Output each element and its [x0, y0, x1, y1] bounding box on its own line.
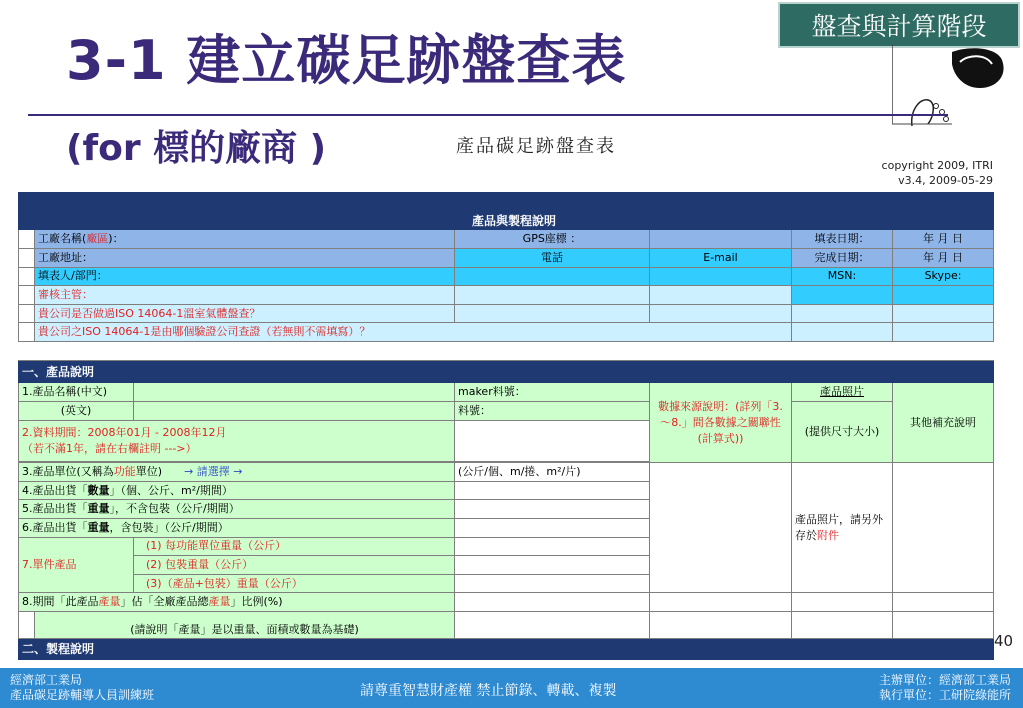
photo-header: 產品照片: [792, 383, 893, 402]
msn-label: MSN:: [792, 267, 893, 286]
unit-weight-label: (1) 每功能單位重量（公斤）: [134, 537, 455, 556]
footer-organizer: [10, 673, 154, 703]
footer-sponsor: [879, 673, 1011, 703]
footer-left-line: 經濟部工業局: [10, 673, 83, 687]
reviewer-email-cell[interactable]: [650, 286, 792, 305]
production-ratio-label: 8.期間「此產品產量」佔「全廠產品總產量」比例(%): [19, 593, 455, 612]
total-weight-label: (3)（產品+包裝）重量（公斤）: [134, 574, 455, 593]
section-header-row: [19, 639, 994, 660]
iso-answer-2[interactable]: [792, 323, 893, 342]
product-name-cn-label: 1.產品名稱(中文): [19, 383, 134, 402]
production-basis-note: (請說明「產量」是以重量、面積或數量為基礎): [35, 612, 455, 639]
filler-phone-cell[interactable]: [455, 267, 650, 286]
part-no-label: 料號：: [455, 402, 650, 421]
product-name-cn-value[interactable]: [134, 383, 455, 402]
filler-email-cell[interactable]: [650, 267, 792, 286]
data-source-note: 數據來源說明：(詳列「3.～8.」間各數據之關聯性(計算式)): [650, 383, 792, 463]
iso-answer-1[interactable]: [455, 304, 650, 323]
production-basis-value[interactable]: [455, 612, 650, 639]
data-period-label: 2.資料期間：2008年01月 - 2008年12月 （若不滿1年，請在右欄註明 --->）: [19, 420, 455, 461]
ship-weight-pkg-label: 6.產品出貨「重量，含包裝」（公斤/期間）: [19, 518, 455, 537]
other-notes-header: 其他補充說明: [893, 383, 994, 463]
section-header-row: [19, 360, 994, 383]
done-date-value[interactable]: 年 月 日: [893, 248, 994, 267]
section-header-product-description: 一、產品說明: [19, 360, 994, 383]
maker-part-label: maker料號：: [455, 383, 650, 402]
table-row: [19, 463, 994, 482]
single-product-label: 7.單件產品: [19, 537, 134, 593]
photo-size-note: (提供尺寸大小): [792, 402, 893, 463]
product-name-en-value[interactable]: [134, 402, 455, 421]
product-unit-label: 3.產品單位(又稱為功能單位) → 請選擇 →: [19, 463, 455, 482]
photo-note: 產品照片，請另外存於附件: [792, 463, 893, 593]
sheet-title: 產品碳足跡盤查表: [456, 136, 616, 157]
factory-name-label: 工廠名稱(廠區)：: [35, 230, 455, 249]
footer-right-line: 主辦單位：經濟部工業局: [878, 673, 1011, 687]
reviewer-skype-cell[interactable]: [893, 286, 994, 305]
fill-date-label: 填表日期：: [792, 230, 893, 249]
fill-date-value[interactable]: 年 月 日: [893, 230, 994, 249]
table-row: [19, 383, 994, 402]
page-title: 3-1 建立碳足跡盤查表: [66, 29, 627, 92]
page-subtitle: (for 標的廠商 ): [66, 128, 327, 169]
table-row: [19, 286, 994, 305]
total-weight-value[interactable]: [455, 574, 650, 593]
production-ratio-value[interactable]: [455, 593, 650, 612]
ship-weight-label: 5.產品出貨「重量」，不含包裝（公斤/期間）: [19, 500, 455, 519]
unit-weight-value[interactable]: [455, 537, 650, 556]
stage-badge: 盤查與計算階段: [778, 2, 1020, 48]
skype-label: Skype:: [893, 267, 994, 286]
section-header-product-process: 產品與製程說明: [35, 193, 994, 230]
ship-weight-pkg-value[interactable]: [455, 518, 650, 537]
reviewer-label: 審核主管：: [35, 286, 455, 305]
table-row: [19, 267, 994, 286]
phone-label: 電話: [455, 248, 650, 267]
footprint-icon: [892, 44, 1012, 132]
section-header-row: [19, 193, 994, 230]
reviewer-phone-cell[interactable]: [455, 286, 650, 305]
product-name-en-label: (英文): [19, 402, 134, 421]
footer-right-line: 執行單位：工研院綠能所: [878, 688, 1011, 702]
section-header-process-description: 二、製程說明: [19, 639, 994, 660]
choose-prompt[interactable]: → 請選擇 →: [184, 464, 243, 478]
iso-question-2: 貴公司之ISO 14064-1是由哪個驗證公司查證（若無則不需填寫）？: [35, 323, 792, 342]
filler-label: 填表人/部門：: [35, 267, 455, 286]
data-period-value-cell[interactable]: [455, 420, 650, 461]
unit-options[interactable]: (公斤/個、m/捲、m²/片): [455, 463, 650, 482]
done-date-label: 完成日期：: [792, 248, 893, 267]
table-row: [19, 593, 994, 612]
table-row: [19, 230, 994, 249]
table-row: [19, 304, 994, 323]
table-row: [19, 612, 994, 639]
table-row: [19, 402, 994, 421]
email-label: E-mail: [650, 248, 792, 267]
title-divider: [28, 114, 948, 116]
pkg-weight-value[interactable]: [455, 556, 650, 575]
page-number: 40: [994, 632, 1014, 650]
version-line: v3.4, 2009-05-29: [898, 174, 993, 187]
iso-question-1: 貴公司是否做過ISO 14064-1溫室氣體盤查？: [35, 304, 455, 323]
footer-copyright-notice: 請尊重智慧財產權 禁止節錄、轉載、複製: [360, 683, 617, 699]
ship-qty-value[interactable]: [455, 481, 650, 500]
ship-qty-label: 4.產品出貨「數量」（個、公斤、m²/期間）: [19, 481, 455, 500]
gps-label: GPS座標 ：: [455, 230, 650, 249]
copyright-line: copyright 2009, ITRI: [881, 159, 993, 172]
inventory-sheet: [18, 192, 994, 660]
table-row: [19, 248, 994, 267]
factory-address-label: 工廠地址：: [35, 248, 455, 267]
gps-value-cell[interactable]: [650, 230, 792, 249]
pkg-weight-label: (2) 包裝重量（公斤）: [134, 556, 455, 575]
ship-weight-value[interactable]: [455, 500, 650, 519]
data-source-cell[interactable]: [650, 463, 792, 593]
other-notes-cell[interactable]: [893, 463, 994, 593]
reviewer-msn-cell[interactable]: [792, 286, 893, 305]
footer-left-line: 產品碳足跡輔導人員訓練班: [10, 688, 155, 702]
copyright-note: [882, 158, 993, 188]
footer-bar: [0, 668, 1023, 708]
table-row: [19, 323, 994, 342]
